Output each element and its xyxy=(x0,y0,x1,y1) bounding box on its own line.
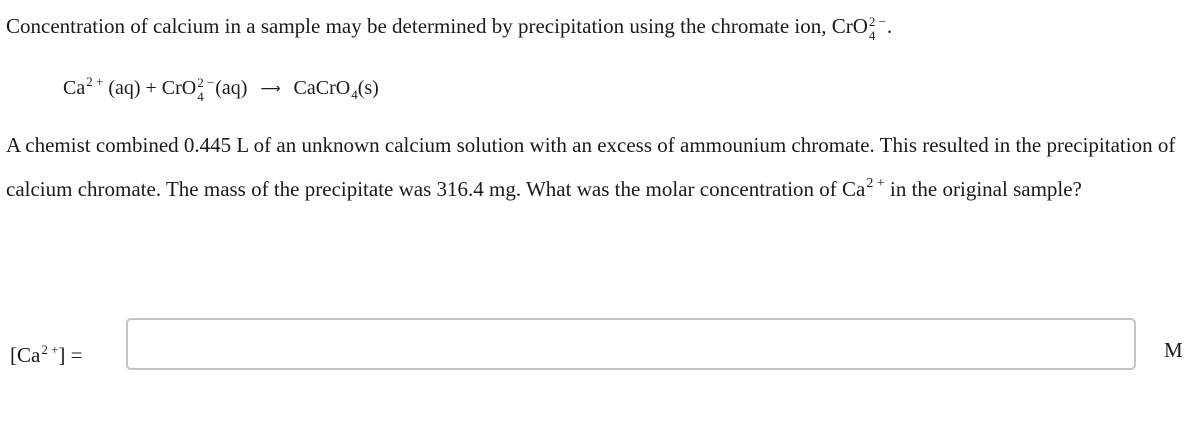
chromate-eq-subscript: 4 xyxy=(197,89,204,105)
intro-period: . xyxy=(886,14,893,38)
concentration-answer-input[interactable] xyxy=(126,318,1136,370)
chromate-ion-scripts xyxy=(869,14,887,42)
question-part2: in the original sample? xyxy=(884,176,1082,201)
chromate-charge: 2 − xyxy=(868,14,887,30)
answer-label-charge: 2 + xyxy=(41,342,59,357)
reactant-chromate: CrO xyxy=(161,77,197,99)
chromate-eq-charge: 2 − xyxy=(197,75,215,91)
plus-sign: + xyxy=(145,77,157,99)
answer-label-open: [Ca xyxy=(10,343,41,367)
intro-text xyxy=(6,12,892,42)
question-calcium-charge: 2 + xyxy=(866,175,885,191)
chromate-state: (aq) xyxy=(215,77,248,99)
reaction-equation xyxy=(63,68,379,109)
product-state: (s) xyxy=(357,77,379,99)
calcium-charge: 2 + xyxy=(86,74,104,89)
question-part1: A chemist combined 0.445 L of an unknown calcium solution with an excess of ammounium chromate. This resulted in the precipitation of calcium chromate. The mass of the precipitate was 316.4 mg. What was the molar concentration of Ca xyxy=(6,133,1176,201)
reaction-arrow-icon: ⟶ xyxy=(260,81,281,97)
chromate-subscript: 4 xyxy=(868,28,876,44)
unit-label: M xyxy=(1164,338,1183,362)
product-subscript: 4 xyxy=(351,87,358,102)
chromate-scripts xyxy=(197,75,215,103)
question-text xyxy=(6,127,1196,208)
calcium-state: (aq) xyxy=(108,77,141,99)
product-calcium-chromate: CaCrO xyxy=(293,77,351,99)
answer-label-close: ] = xyxy=(58,343,83,367)
answer-label xyxy=(10,336,83,369)
intro-sentence: Concentration of calcium in a sample may be determined by precipitation using the chromate ion, CrO xyxy=(6,14,868,38)
reactant-calcium: Ca xyxy=(63,77,86,99)
